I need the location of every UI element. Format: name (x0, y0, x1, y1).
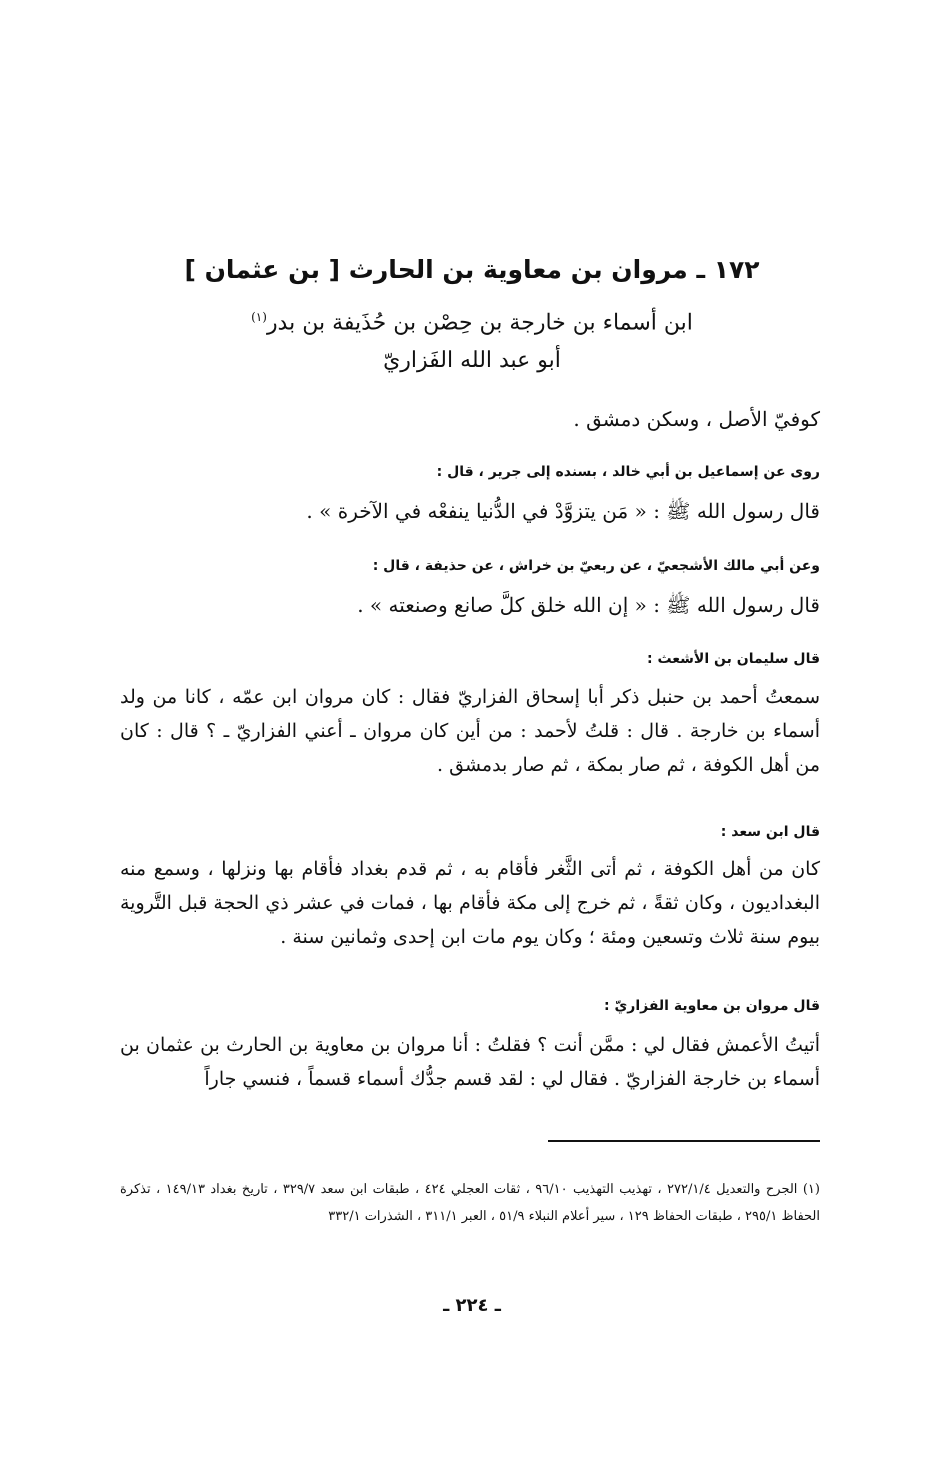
section-heading: قال ابن سعد : (720, 824, 820, 840)
lineage-text: ابن أسماء بن خارجة بن حِصْن بن حُذَيفة بن بدر (266, 310, 693, 336)
entry-kunya: أبو عبد الله الفَزاريّ (383, 348, 561, 373)
footnote-divider (548, 1140, 820, 1142)
paragraph: كان من أهل الكوفة ، ثم أتى الثَّغر فأقام به ، ثم قدم بغداد فأقام بها ونزلها ، وسمع منه البغداديون ، وكان ثقةً ، ثم خرج إلى مكة فأقام بها ، فمات في عشر ذي الحجة قبل التَّروية بيوم سنة ثلاث وتسعين ومئة ؛ وكان يوم مات ابن إحدى وثمانين سنة . (120, 858, 820, 948)
paragraph: أتيتُ الأعمش فقال لي : ممَّن أنت ؟ فقلتُ : أنا مروان بن معاوية بن الحارث بن عثمان بن أسماء بن خارجة الفزاريّ . فقال لي : لقد قسم جدُّك أسماء قسماً ، فنسي جاراً (120, 1034, 820, 1090)
section-heading: قال سليمان بن الأشعث : (646, 651, 820, 667)
entry-lineage (120, 300, 824, 340)
entry-title: ١٧٢ ـ مروان بن معاوية بن الحارث [ بن عثمان ] (184, 255, 760, 284)
hadith-text: قال رسول الله ﷺ : « مَن يتزوَّدْ في الدُّنيا ينفعْه في الآخرة » . (306, 499, 820, 523)
section-heading: روى عن إسماعيل بن أبي خالد ، بسنده إلى جرير ، قال : (436, 464, 820, 480)
footnote-marker: (١) (251, 310, 267, 324)
page-number: ـ ٢٢٤ ـ (443, 1295, 501, 1316)
paragraph: سمعتُ أحمد بن حنبل ذكر أبا إسحاق الفزاريّ فقال : كان مروان ابن عمّه ، كانا من ولد أسماء بن خارجة . قال : قلتُ لأحمد : من أين كان مروان ـ أعني الفزاريّ ـ ؟ قال : كان من أهل الكوفة ، ثم صار بمكة ، ثم صار بدمشق . (120, 686, 820, 776)
footnote: (١) الجرح والتعديل ٢٧٢/١/٤ ، تهذيب التهذيب ٩٦/١٠ ، ثقات العجلي ٤٢٤ ، طبقات ابن سعد ٣٢٩/٧ ، تاريخ بغداد ١٤٩/١٣ ، تذكرة الحفاظ ٢٩٥/١ ، طبقات الحفاظ ١٢٩ ، سير أعلام النبلاء ٥١/٩ ، العبر ٣١١/١ ، الشذرات ٣٣٢/١ (120, 1182, 820, 1224)
hadith-text: قال رسول الله ﷺ : « إن الله خلق كلَّ صانع وصنعته » . (357, 593, 820, 617)
section-heading: وعن أبي مالك الأشجعيّ ، عن ربعيّ بن خراش ، عن حذيفة ، قال : (372, 558, 820, 574)
intro-text: كوفيّ الأصل ، وسكن دمشق . (573, 407, 820, 431)
section-heading: قال مروان بن معاوية الفزاريّ : (603, 998, 820, 1014)
